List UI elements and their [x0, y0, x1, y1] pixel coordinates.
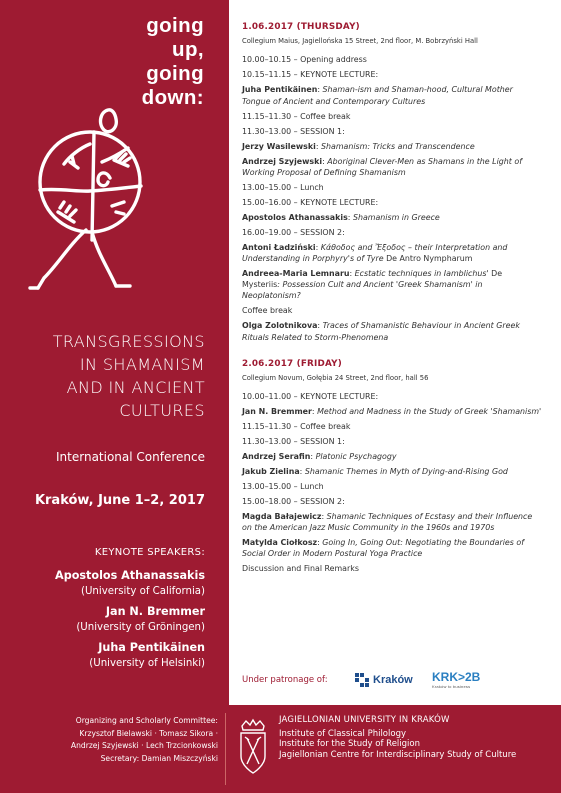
- talk-item: Andrzej Szyjewski: Aboriginal Clever-Men as Shamans in the Light of Working Proposal of Defining Shamanism: [242, 156, 522, 177]
- talk-title: Aboriginal Clever-Men as Shamans in the Light of Working Proposal of Defining Shamanism: [242, 156, 522, 177]
- conference-theme: [53, 330, 205, 422]
- programme: [242, 22, 542, 578]
- talk-speaker: Magda Bałajewicz: [242, 512, 322, 522]
- talk-speaker: Jan N. Bremmer: [242, 407, 312, 417]
- talk-speaker: Juha Pentikäinen: [242, 85, 318, 95]
- talk-title: Shamanic Themes in Myth of Dying-and-Rising God: [304, 467, 508, 477]
- talk-title: Shamanism: Tricks and Transcendence: [320, 141, 475, 151]
- talk-title-upright: De Antro Nympharum: [383, 254, 473, 264]
- krk2b-logo: [432, 670, 480, 689]
- talk-title: Going In, Going Out: Negotiating the Boundaries of Social Order in Modern Postural Yoga Practice: [242, 538, 524, 559]
- poster-title: [142, 14, 204, 110]
- talk-item: Jan N. Bremmer: Method and Madness in the Study of Greek 'Shamanism': [242, 407, 542, 417]
- talk-item: Apostolos Athanassakis: Shamanism in Greece: [242, 212, 440, 222]
- talk-item: Andreea-Maria Lemnaru: Ecstatic techniques in Iamblichus' De Mysteriis: Possession Cult and Ancient 'Greek Shamanism' in Neoplatonism?: [242, 269, 503, 301]
- university-crest-icon: [238, 718, 268, 776]
- talk-title-upright: De Mysteriis: [242, 269, 503, 290]
- talk-item: Andrzej Serafin: Platonic Psychagogy: [242, 452, 397, 462]
- footer: [0, 705, 561, 793]
- schedule-item: 10.00–10.15 – Opening address: [242, 55, 367, 65]
- talk-title-continued: : Possession Cult and Ancient 'Greek Shamanism' in Neoplatonism?: [242, 280, 483, 301]
- krakow-logo-text: Kraków: [373, 674, 413, 686]
- committee-heading: Organizing and Scholarly Committee:: [75, 716, 218, 725]
- day1-schedule: [242, 54, 542, 342]
- talk-speaker: Jakub Zielina: [242, 467, 300, 477]
- schedule-item: 11.30–13.00 – SESSION 1:: [242, 126, 345, 136]
- theme-line: CULTURES: [119, 401, 205, 420]
- patronage-label: Under patronage of:: [242, 675, 328, 685]
- schedule-item: 11.30–13.00 – SESSION 1:: [242, 437, 345, 447]
- speaker-name: Jan N. Bremmer: [105, 605, 205, 618]
- theme-line: AND IN ANCIENT: [66, 378, 205, 397]
- theme-line: IN SHAMANISM: [79, 355, 205, 374]
- title-line: going: [146, 14, 204, 37]
- speaker-name: Apostolos Athanassakis: [55, 569, 205, 582]
- schedule-item: 13.00–15.00 – Lunch: [242, 182, 324, 192]
- talk-speaker: Apostolos Athanassakis: [242, 212, 348, 222]
- title-line: up,: [172, 38, 204, 61]
- day1-date: 1.06.2017 (THURSDAY): [242, 22, 360, 32]
- committee: [71, 715, 218, 765]
- krk2b-logo-text: KRK>2B: [432, 670, 481, 684]
- talk-speaker: Matylda Ciołkosz: [242, 538, 318, 548]
- talk-speaker: Andrzej Serafin: [242, 452, 311, 462]
- keynote-heading: KEYNOTE SPEAKERS:: [94, 547, 205, 558]
- schedule-item: 10.00–11.00 – KEYNOTE LECTURE:: [242, 392, 379, 402]
- theme-line: TRANSGRESSIONS: [52, 332, 205, 351]
- day2-date: 2.06.2017 (FRIDAY): [242, 358, 342, 369]
- speaker-affiliation: (University of California): [80, 586, 205, 597]
- talk-item: Jerzy Wasilewski: Shamanism: Tricks and Transcendence: [242, 141, 475, 151]
- speaker-affiliation: (University of Helsinki): [89, 658, 205, 669]
- talk-title: Shamanism in Greece: [352, 212, 440, 222]
- talk-speaker: Jerzy Wasilewski: [242, 141, 316, 151]
- schedule-item: 10.15–11.15 – KEYNOTE LECTURE:: [242, 70, 379, 80]
- schedule-item: 11.15–11.30 – Coffee break: [242, 111, 351, 121]
- schedule-item: Discussion and Final Remarks: [242, 564, 359, 574]
- krk2b-logo-subtitle: Kraków to business: [432, 684, 471, 689]
- institute: Institute of Classical Philology: [279, 728, 406, 739]
- university-block: [279, 715, 516, 760]
- footer-divider: [225, 713, 226, 785]
- talk-item: Juha Pentikäinen: Shaman-ism and Shaman-hood, Cultural Mother Tongue of Ancient and Contemporary Cultures: [242, 85, 513, 106]
- talk-speaker: Antoni Ładziński: [242, 242, 316, 252]
- talk-title: Method and Madness in the Study of Greek 'Shamanism': [317, 407, 542, 417]
- talk-title: Shaman-ism and Shaman-hood, Cultural Mother Tongue of Ancient and Contemporary Cultures: [242, 85, 513, 106]
- title-line: going: [146, 62, 204, 85]
- talk-item: Antoni Ładziński: Κάθοδος and Ἔξοδος – their Interpretation and Understanding in Porphyry's of Tyre De Antro Nympharum: [242, 242, 508, 264]
- talk-title: Traces of Shamanistic Behaviour in Ancient Greek Rituals Related to Storm-Phenomena: [242, 321, 520, 342]
- schedule-item: 11.15–11.30 – Coffee break: [242, 422, 351, 432]
- talk-title: Platonic Psychagogy: [315, 452, 397, 462]
- schedule-item: 15.00–18.00 – SESSION 2:: [242, 497, 345, 507]
- talk-title: Shamanic Techniques of Ecstasy and their Influence on the American Jazz Music Community in the 1960s and 1970s: [242, 512, 533, 533]
- talk-title: Κάθοδος and Ἔξοδος – their Interpretation and Understanding in Porphyry's of Tyre: [242, 242, 508, 264]
- institute: Jagiellonian Centre for Interdisciplinary Study of Culture: [279, 749, 517, 760]
- speaker-affiliation: (University of Gröningen): [76, 622, 205, 633]
- committee-line: Krzysztof Bielawski · Tomasz Sikora ·: [79, 728, 218, 738]
- talk-item: Matylda Ciołkosz: Going In, Going Out: Negotiating the Boundaries of Social Order in Modern Postural Yoga Practice: [242, 538, 524, 559]
- day2-schedule: [242, 391, 542, 575]
- talk-item: Olga Zolotnikova: Traces of Shamanistic Behaviour in Ancient Greek Rituals Related to Storm-Phenomena: [242, 321, 520, 342]
- talk-speaker: Andrzej Szyjewski: [242, 156, 323, 166]
- keynote-speakers: [55, 568, 205, 676]
- talk-item: Magda Bałajewicz: Shamanic Techniques of Ecstasy and their Influence on the American Jazz Music Community in the 1960s and 1970s: [242, 512, 533, 533]
- speaker-name: Juha Pentikäinen: [98, 641, 205, 654]
- place-date: Kraków, June 1–2, 2017: [34, 493, 205, 508]
- day2-venue: Collegium Novum, Gołębia 24 Street, 2nd floor, hall 56: [242, 373, 429, 382]
- day1-venue: Collegium Maius, Jagiellońska 15 Street, 2nd floor, M. Bobrzyński Hall: [242, 37, 478, 46]
- krakow-logo-icon: [354, 672, 370, 688]
- secretary: Secretary: Damian Miszczyński: [100, 753, 218, 763]
- talk-title: Ecstatic techniques in Iamblichus': [354, 269, 489, 279]
- talk-speaker: Andreea-Maria Lemnaru: [242, 269, 350, 279]
- schedule-item: Coffee break: [242, 306, 293, 316]
- krakow-logo: [354, 672, 413, 688]
- schedule-item: 16.00–19.00 – SESSION 2:: [242, 227, 345, 237]
- schedule-item: 13.00–15.00 – Lunch: [242, 482, 324, 492]
- left-panel: [0, 0, 229, 705]
- talk-speaker: Olga Zolotnikova: [242, 321, 318, 331]
- conference-type: International Conference: [56, 450, 205, 464]
- university-name: JAGIELLONIAN UNIVERSITY IN KRAKÓW: [279, 715, 450, 725]
- title-line: down:: [141, 86, 204, 109]
- talk-item: Jakub Zielina: Shamanic Themes in Myth of Dying-and-Rising God: [242, 467, 508, 477]
- shaman-drum-figure-icon: [20, 104, 150, 294]
- committee-line: Andrzej Szyjewski · Lech Trzcionkowski: [70, 741, 218, 750]
- institute: Institute for the Study of Religion: [279, 739, 421, 749]
- schedule-item: 15.00–16.00 – KEYNOTE LECTURE:: [242, 197, 379, 207]
